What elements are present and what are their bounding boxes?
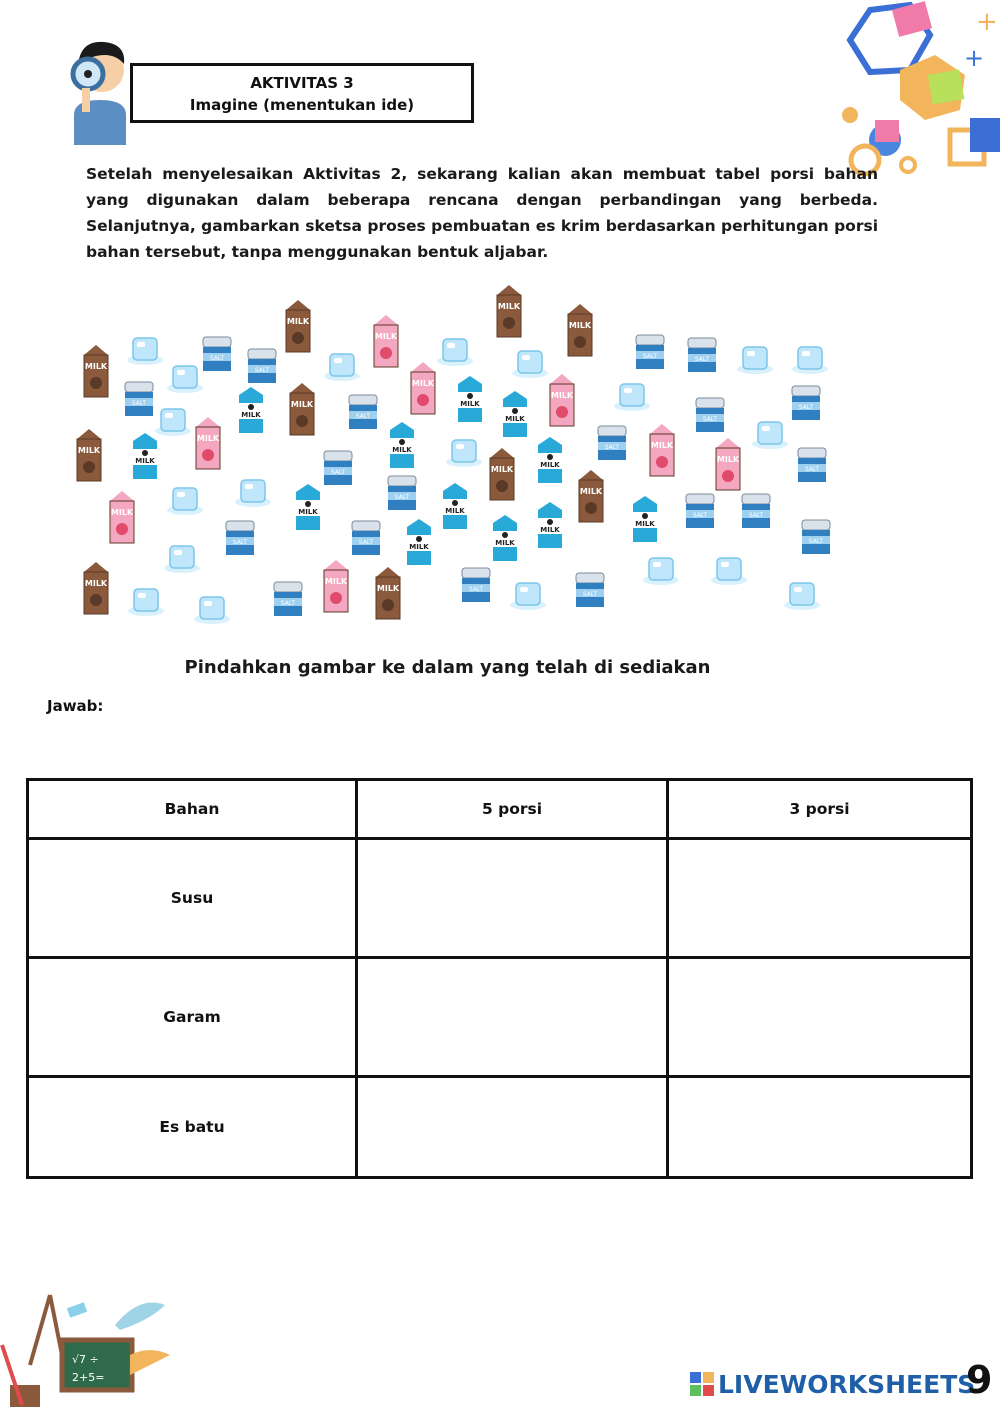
chocolate-milk-carton-icon[interactable] <box>286 381 318 437</box>
salt-container-icon[interactable] <box>460 566 492 604</box>
svg-text:MILK: MILK <box>135 457 155 465</box>
svg-text:MILK: MILK <box>716 455 740 464</box>
table-row <box>28 1077 972 1178</box>
salt-container-icon[interactable] <box>574 571 606 609</box>
salt-container-icon[interactable] <box>740 492 772 530</box>
header-3-porsi: 3 porsi <box>668 780 972 839</box>
table-row <box>28 839 972 958</box>
svg-text:MILK: MILK <box>505 415 525 423</box>
chocolate-milk-carton-icon[interactable] <box>564 302 596 358</box>
chocolate-milk-carton-icon[interactable] <box>282 298 314 354</box>
geometric-shapes-decoration <box>830 0 1000 180</box>
answer-label: Jawab: <box>47 697 104 715</box>
svg-text:MILK: MILK <box>550 391 574 400</box>
svg-text:MILK: MILK <box>495 539 515 547</box>
svg-text:SALT: SALT <box>642 353 658 360</box>
drop-cell-garam-5-porsi[interactable] <box>357 958 668 1077</box>
svg-text:SALT: SALT <box>232 539 248 546</box>
svg-text:MILK: MILK <box>286 317 310 326</box>
salt-container-icon[interactable] <box>796 446 828 484</box>
svg-text:SALT: SALT <box>702 416 718 423</box>
detective-boy-illustration <box>60 30 140 145</box>
svg-text:SALT: SALT <box>692 512 708 519</box>
svg-text:MILK: MILK <box>324 577 348 586</box>
ice-cube-icon[interactable] <box>782 577 822 611</box>
chocolate-milk-carton-icon[interactable] <box>372 565 404 621</box>
ice-cube-icon[interactable] <box>508 577 548 611</box>
header-bahan: Bahan <box>28 780 357 839</box>
svg-text:MILK: MILK <box>579 487 603 496</box>
svg-text:MILK: MILK <box>196 434 220 443</box>
salt-container-icon[interactable] <box>800 518 832 556</box>
svg-text:SALT: SALT <box>280 600 296 607</box>
svg-text:SALT: SALT <box>358 539 374 546</box>
svg-text:SALT: SALT <box>582 591 598 598</box>
liveworksheets-brand[interactable] <box>690 1370 975 1399</box>
ice-cube-icon[interactable] <box>192 591 232 625</box>
svg-text:+: + <box>964 44 985 72</box>
header-5-porsi: 5 porsi <box>357 780 668 839</box>
svg-text:MILK: MILK <box>84 362 108 371</box>
portion-table <box>26 778 973 1179</box>
drop-cell-es-batu-5-porsi[interactable] <box>357 1077 668 1178</box>
salt-container-icon[interactable] <box>123 380 155 418</box>
ice-cube-icon[interactable] <box>126 583 166 617</box>
svg-text:MILK: MILK <box>392 446 412 454</box>
svg-text:MILK: MILK <box>411 379 435 388</box>
ice-cube-icon[interactable] <box>444 434 484 468</box>
salt-container-icon[interactable] <box>686 336 718 374</box>
blue-milk-carton-icon[interactable] <box>387 420 417 470</box>
ice-cube-icon[interactable] <box>233 474 273 508</box>
brand-text: LIVEWORKSHEETS <box>718 1370 976 1399</box>
svg-text:MILK: MILK <box>540 526 560 534</box>
ice-cube-icon[interactable] <box>790 341 830 375</box>
salt-container-icon[interactable] <box>246 347 278 385</box>
salt-container-icon[interactable] <box>634 333 666 371</box>
chocolate-milk-carton-icon[interactable] <box>80 343 112 399</box>
row-label-susu: Susu <box>28 839 357 958</box>
salt-container-icon[interactable] <box>347 393 379 431</box>
table-row <box>28 958 972 1077</box>
svg-text:SALT: SALT <box>131 400 147 407</box>
chocolate-milk-carton-icon[interactable] <box>73 427 105 483</box>
svg-text:MILK: MILK <box>497 302 521 311</box>
strawberry-milk-carton-icon[interactable] <box>712 436 744 492</box>
blue-milk-carton-icon[interactable] <box>535 500 565 550</box>
table-header-row <box>28 780 972 839</box>
ice-cube-icon[interactable] <box>641 552 681 586</box>
ice-cube-icon[interactable] <box>750 416 790 450</box>
svg-text:MILK: MILK <box>290 400 314 409</box>
svg-text:SALT: SALT <box>394 494 410 501</box>
svg-text:SALT: SALT <box>355 413 371 420</box>
chocolate-milk-carton-icon[interactable] <box>575 468 607 524</box>
svg-text:+: + <box>976 7 998 37</box>
liveworksheets-logo-icon <box>690 1372 714 1396</box>
svg-text:MILK: MILK <box>445 507 465 515</box>
ice-cube-icon[interactable] <box>435 333 475 367</box>
svg-text:SALT: SALT <box>798 404 814 411</box>
strawberry-milk-carton-icon[interactable] <box>320 558 352 614</box>
svg-text:MILK: MILK <box>84 579 108 588</box>
strawberry-milk-carton-icon[interactable] <box>646 422 678 478</box>
salt-container-icon[interactable] <box>272 580 304 618</box>
salt-container-icon[interactable] <box>201 335 233 373</box>
svg-text:SALT: SALT <box>804 466 820 473</box>
strawberry-milk-carton-icon[interactable] <box>370 313 402 369</box>
ice-cube-icon[interactable] <box>125 332 165 366</box>
activity-title-box <box>130 63 474 123</box>
svg-text:MILK: MILK <box>568 321 592 330</box>
svg-text:MILK: MILK <box>298 508 318 516</box>
salt-container-icon[interactable] <box>596 424 628 462</box>
instruction-text: Pindahkan gambar ke dalam yang telah di sediakan <box>184 657 711 678</box>
salt-container-icon[interactable] <box>322 449 354 487</box>
blue-milk-carton-icon[interactable] <box>535 435 565 485</box>
chocolate-milk-carton-icon[interactable] <box>80 560 112 616</box>
svg-text:MILK: MILK <box>241 411 261 419</box>
svg-text:SALT: SALT <box>694 356 710 363</box>
svg-text:SALT: SALT <box>254 367 270 374</box>
salt-container-icon[interactable] <box>386 474 418 512</box>
ice-cube-icon[interactable] <box>322 348 362 382</box>
svg-text:MILK: MILK <box>650 441 674 450</box>
blue-milk-carton-icon[interactable] <box>455 374 485 424</box>
drop-cell-es-batu-3-porsi[interactable] <box>668 1077 972 1178</box>
drop-cell-susu-5-porsi[interactable] <box>357 839 668 958</box>
ice-cube-icon[interactable] <box>709 552 749 586</box>
row-label-es-batu: Es batu <box>28 1077 357 1178</box>
ice-cube-icon[interactable] <box>612 378 652 412</box>
drop-cell-garam-3-porsi[interactable] <box>668 958 972 1077</box>
activity-subtitle: Imagine (menentukan ide) <box>189 96 415 114</box>
blue-milk-carton-icon[interactable] <box>293 482 323 532</box>
strawberry-milk-carton-icon[interactable] <box>407 360 439 416</box>
activity-title: AKTIVITAS 3 <box>250 74 354 92</box>
strawberry-milk-carton-icon[interactable] <box>546 372 578 428</box>
ice-cube-icon[interactable] <box>162 540 202 574</box>
svg-text:SALT: SALT <box>330 469 346 476</box>
svg-text:MILK: MILK <box>635 520 655 528</box>
svg-text:SALT: SALT <box>604 444 620 451</box>
svg-text:MILK: MILK <box>460 400 480 408</box>
svg-text:MILK: MILK <box>540 461 560 469</box>
svg-text:MILK: MILK <box>490 465 514 474</box>
svg-text:SALT: SALT <box>468 586 484 593</box>
drop-cell-susu-3-porsi[interactable] <box>668 839 972 958</box>
svg-text:SALT: SALT <box>808 538 824 545</box>
chocolate-milk-carton-icon[interactable] <box>493 283 525 339</box>
svg-text:SALT: SALT <box>748 512 764 519</box>
svg-text:SALT: SALT <box>209 355 225 362</box>
ice-cube-icon[interactable] <box>510 345 550 379</box>
chocolate-milk-carton-icon[interactable] <box>486 446 518 502</box>
svg-text:MILK: MILK <box>409 543 429 551</box>
blue-milk-carton-icon[interactable] <box>440 481 470 531</box>
blue-milk-carton-icon[interactable] <box>490 513 520 563</box>
page-number: 9 <box>966 1358 993 1402</box>
blue-milk-carton-icon[interactable] <box>404 517 434 567</box>
blue-milk-carton-icon[interactable] <box>500 389 530 439</box>
svg-text:MILK: MILK <box>110 508 134 517</box>
strawberry-milk-carton-icon[interactable] <box>192 415 224 471</box>
strawberry-milk-carton-icon[interactable] <box>106 489 138 545</box>
svg-text:MILK: MILK <box>374 332 398 341</box>
intro-paragraph: Setelah menyelesaikan Aktivitas 2, sekarang kalian akan membuat tabel porsi bahan yang digunakan dalam beberapa rencana dengan perbandingan yang berbeda. Selanjutnya, gambarkan sketsa proses pembuatan es krim berdasarkan perhitungan porsi bahan tersebut, tanpa menggunakan bentuk aljabar. <box>86 165 879 261</box>
svg-text:MILK: MILK <box>77 446 101 455</box>
salt-container-icon[interactable] <box>224 519 256 557</box>
svg-text:MILK: MILK <box>376 584 400 593</box>
ice-cube-icon[interactable] <box>735 341 775 375</box>
svg-text:2+5=: 2+5= <box>72 1371 105 1384</box>
salt-container-icon[interactable] <box>790 384 822 422</box>
ice-cube-icon[interactable] <box>153 403 193 437</box>
blue-milk-carton-icon[interactable] <box>130 431 160 481</box>
svg-text:√7 ÷: √7 ÷ <box>72 1353 99 1366</box>
salt-container-icon[interactable] <box>694 396 726 434</box>
salt-container-icon[interactable] <box>350 519 382 557</box>
salt-container-icon[interactable] <box>684 492 716 530</box>
row-label-garam: Garam <box>28 958 357 1077</box>
ice-cube-icon[interactable] <box>165 360 205 394</box>
blue-milk-carton-icon[interactable] <box>236 385 266 435</box>
blue-milk-carton-icon[interactable] <box>630 494 660 544</box>
ice-cube-icon[interactable] <box>165 482 205 516</box>
school-supplies-decoration <box>0 1285 180 1414</box>
